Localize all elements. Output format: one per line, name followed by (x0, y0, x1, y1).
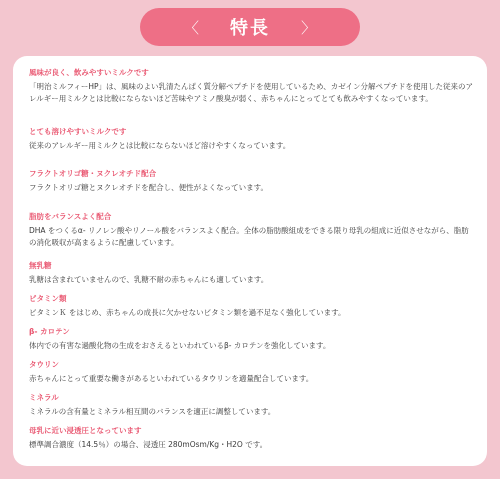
feature-body: フラクトオリゴ糖とヌクレオチドを配合し、便性がよくなっています。 (29, 183, 269, 192)
chevron-right-icon: 〉 (300, 19, 316, 37)
feature-title: β- カロテン (29, 327, 70, 336)
section-header-pill (140, 8, 360, 46)
feature-body: 体内での有害な過酸化物の生成をおさえるといわれているβ- カロテンを強化しています。 (29, 341, 331, 350)
feature-body: 「明治ミルフィーHP」は、風味のよい乳清たんぱく質分解ペプチドを使用しているため、カゼイン分解ペプチドを使用した従来のアレルギー用ミルクとは比較にならないほど苦味やアミノ酸臭が弱く、赤ちゃんにとってとても飲みやすくなっています。 (29, 82, 474, 103)
feature-title: ミネラル (29, 393, 59, 402)
feature-body: 乳糖は含まれていませんので、乳糖不耐の赤ちゃんにも適しています。 (29, 275, 269, 284)
feature-title: フラクトオリゴ糖・ヌクレオチド配合 (29, 169, 157, 178)
feature-section-fat (29, 212, 475, 249)
feature-body: 従来のアレルギー用ミルクとは比較にならないほど溶けやすくなっています。 (29, 141, 291, 150)
feature-section-flavor (29, 68, 475, 105)
feature-section-osmotic-pressure (29, 426, 475, 451)
feature-body: 赤ちゃんにとって重要な働きがあるといわれているタウリンを適量配合しています。 (29, 374, 314, 383)
feature-body: ビタミンＫ をはじめ、赤ちゃんの成長に欠かせないビタミン類を過不足なく強化しています。 (29, 308, 346, 317)
feature-title: 脂肪をバランスよく配合 (29, 212, 112, 221)
feature-section-oligosaccharide (29, 169, 475, 194)
feature-title: 風味が良く、飲みやすいミルクです (29, 68, 149, 77)
feature-title: 母乳に近い浸透圧となっています (29, 426, 142, 435)
feature-title: 無乳糖 (29, 261, 52, 270)
feature-section-vitamins (29, 294, 475, 319)
feature-body: ミネラルの含有量とミネラル相互間のバランスを適正に調整しています。 (29, 407, 276, 416)
feature-body: 標準調合濃度（14.5％）の場合、浸透圧 280mOsm/Kg・H2O です。 (29, 440, 268, 449)
feature-title: とても溶けやすいミルクです (29, 127, 127, 136)
features-card (13, 56, 487, 466)
feature-section-lactose-free (29, 261, 475, 286)
feature-section-taurine (29, 360, 475, 385)
feature-section-beta-carotene (29, 327, 475, 352)
page-title: 特長 (230, 18, 270, 39)
feature-section-solubility (29, 127, 475, 152)
chevron-left-icon: 〈 (184, 19, 200, 37)
feature-body: DHA をつくるα- リノレン酸やリノール酸をバランスよく配合。全体の脂肪酸組成をできる限り母乳の組成に近似させながら、脂肪の消化吸収が高まるように配慮しています。 (29, 226, 469, 247)
feature-title: タウリン (29, 360, 59, 369)
feature-title: ビタミン類 (29, 294, 67, 303)
feature-section-minerals (29, 393, 475, 418)
